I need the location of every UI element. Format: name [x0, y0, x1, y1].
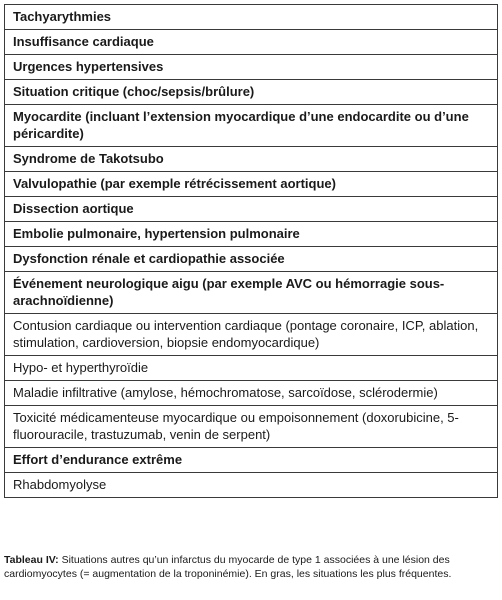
table-cell: Hypo- et hyperthyroïdie	[5, 356, 498, 381]
table-cell: Rhabdomyolyse	[5, 473, 498, 498]
table-cell: Contusion cardiaque ou intervention cardiaque (pontage coronaire, ICP, ablation, stimulation, cardioversion, biopsie endomyocardique)	[5, 314, 498, 356]
caption-text: Situations autres qu’un infarctus du myocarde de type 1 associées à une lésion des cardiomyocytes (= augmentation de la troponinémie). En gras, les situations les plus fréquentes.	[4, 554, 452, 580]
table-cell: Insuffisance cardiaque	[5, 30, 498, 55]
table-row	[5, 147, 498, 172]
table-cell: Événement neurologique aigu (par exemple AVC ou hémorragie sous-arachnoïdienne)	[5, 272, 498, 314]
table-cell: Urgences hypertensives	[5, 55, 498, 80]
table-cell: Embolie pulmonaire, hypertension pulmonaire	[5, 222, 498, 247]
table-row	[5, 80, 498, 105]
table-row	[5, 247, 498, 272]
table-cell: Situation critique (choc/sepsis/brûlure)	[5, 80, 498, 105]
table-row	[5, 105, 498, 147]
situations-table-body	[5, 5, 498, 498]
table-row	[5, 55, 498, 80]
table-cell: Dissection aortique	[5, 197, 498, 222]
caption-label: Tableau IV:	[4, 554, 59, 566]
situations-table	[4, 4, 498, 498]
table-row	[5, 272, 498, 314]
table-row	[5, 30, 498, 55]
table-cell: Dysfonction rénale et cardiopathie associée	[5, 247, 498, 272]
table-cell: Myocardite (incluant l’extension myocardique d’une endocardite ou d’une péricardite)	[5, 105, 498, 147]
table-row	[5, 448, 498, 473]
table-cell: Effort d’endurance extrême	[5, 448, 498, 473]
table-row	[5, 314, 498, 356]
table-row	[5, 381, 498, 406]
table-cell: Valvulopathie (par exemple rétrécissement aortique)	[5, 172, 498, 197]
table-cell: Syndrome de Takotsubo	[5, 147, 498, 172]
table-row	[5, 5, 498, 30]
table-cell: Toxicité médicamenteuse myocardique ou empoisonnement (doxorubicine, 5-fluorouracile, trastuzumab, venin de serpent)	[5, 406, 498, 448]
table-caption	[4, 553, 498, 581]
table-row	[5, 222, 498, 247]
table-row	[5, 406, 498, 448]
table-row	[5, 356, 498, 381]
table-cell: Tachyarythmies	[5, 5, 498, 30]
table-row	[5, 197, 498, 222]
table-row	[5, 473, 498, 498]
table-row	[5, 172, 498, 197]
table-cell: Maladie infiltrative (amylose, hémochromatose, sarcoïdose, sclérodermie)	[5, 381, 498, 406]
